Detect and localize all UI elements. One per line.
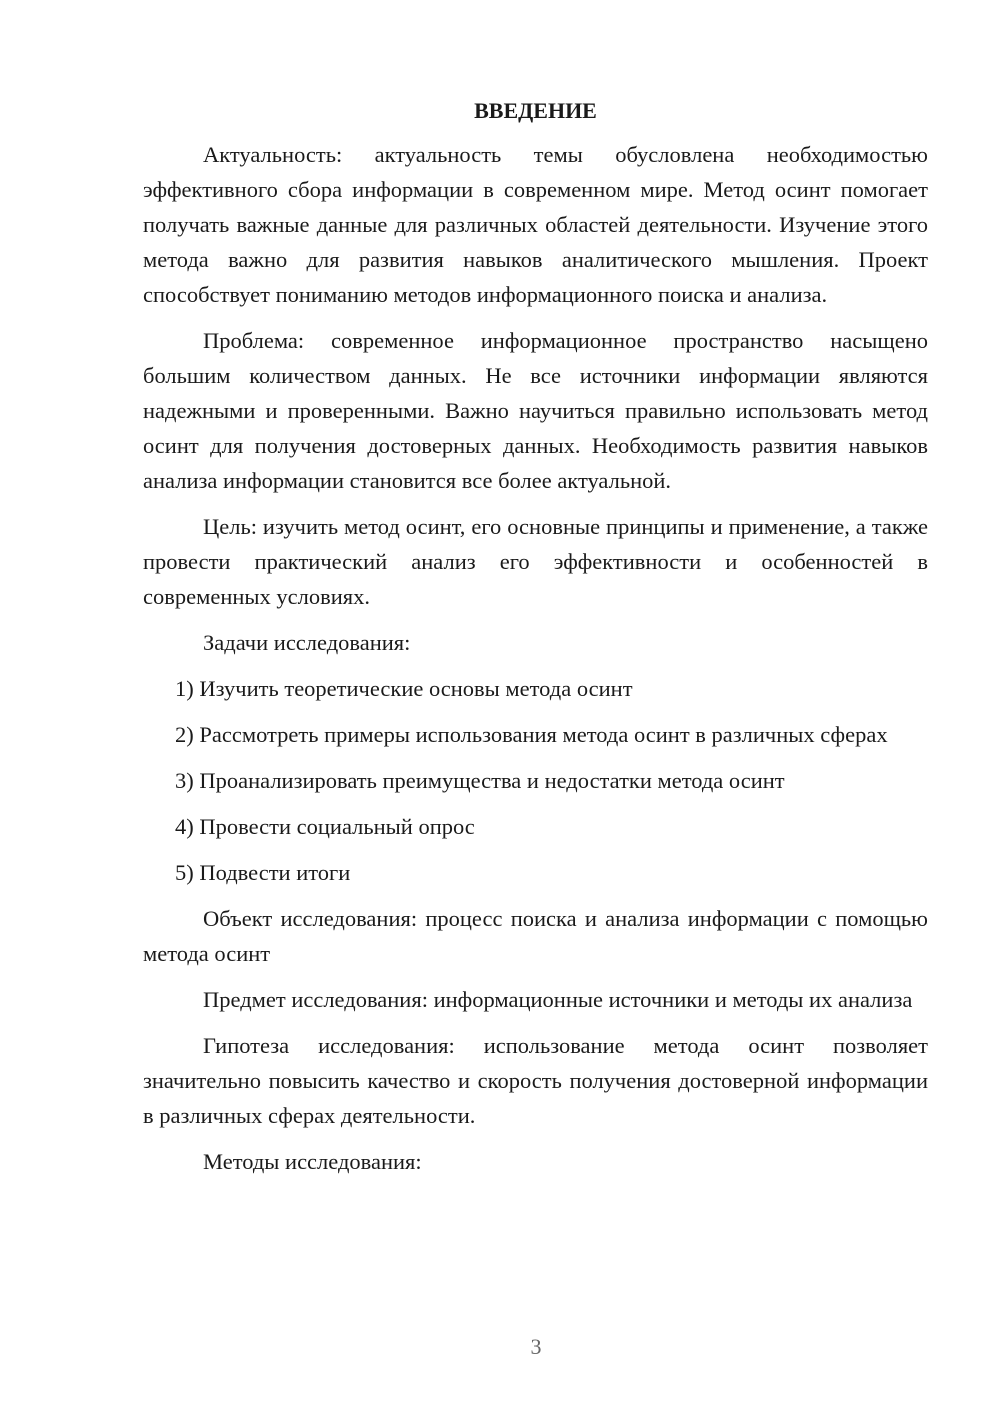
hypothesis-paragraph: Гипотеза исследования: использование метода осинт позволяет значительно повысить качество и скорость получения достоверной информации в различных сферах деятельности.	[143, 1033, 928, 1128]
methods-heading: Методы исследования:	[203, 1149, 422, 1174]
subject-paragraph: Предмет исследования: информационные источники и методы их анализа	[203, 987, 913, 1012]
object-paragraph: Объект исследования: процесс поиска и анализа информации с помощью метода осинт	[143, 906, 928, 966]
relevance-paragraph: Актуальность: актуальность темы обусловлена необходимостью эффективного сбора информации в современном мире. Метод осинт помогает получать важные данные для различных областей деятельности. Изучение этого метода важно для развития навыков аналитического мышления. Проект способствует пониманию методов информационного поиска и анализа.	[143, 142, 928, 307]
page-number: 3	[530, 1334, 542, 1359]
problem-paragraph: Проблема: современное информационное пространство насыщено большим количеством данных. Не все источники информации являются надежными и проверенными. Важно научиться правильно использовать метод осинт для получения достоверных данных. Необходимость развития навыков анализа информации становится все более актуальной.	[143, 328, 928, 493]
tasks-heading: Задачи исследования:	[203, 630, 411, 655]
task-item-4: 4) Провести социальный опрос	[175, 814, 475, 839]
goal-paragraph: Цель: изучить метод осинт, его основные принципы и применение, а также провести практический анализ его эффективности и особенностей в современных условиях.	[143, 514, 928, 609]
page-content	[143, 96, 928, 1190]
task-item-3: 3) Проанализировать преимущества и недостатки метода осинт	[175, 768, 785, 793]
task-item-1: 1) Изучить теоретические основы метода осинт	[175, 676, 633, 701]
task-item-5: 5) Подвести итоги	[175, 860, 351, 885]
page-title: ВВЕДЕНИЕ	[474, 98, 597, 123]
task-item-2: 2) Рассмотреть примеры использования метода осинт в различных сферах	[175, 722, 888, 747]
